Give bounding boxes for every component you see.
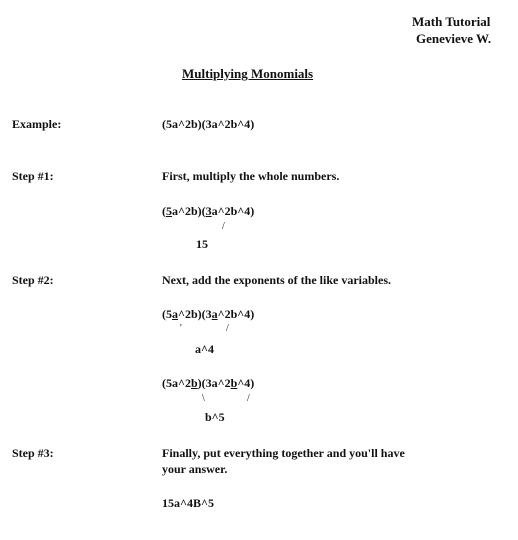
step2-expression-a: (5a^2b)(3a^2b^4) bbox=[162, 307, 255, 321]
highlighted-coefficient: 3 bbox=[205, 204, 212, 218]
step1-expression: (5a^2b)(3a^2b^4) bbox=[162, 204, 255, 218]
highlighted-coefficient: 5 bbox=[166, 204, 172, 218]
step1-arrow-mark: / bbox=[222, 221, 225, 232]
step1-label: Step #1: bbox=[12, 169, 54, 183]
step1-instruction: First, multiply the whole numbers. bbox=[162, 169, 340, 183]
step2-result-a: a^4 bbox=[195, 342, 214, 356]
page-title: Multiplying Monomials bbox=[182, 66, 314, 81]
step2-result-b: b^5 bbox=[205, 410, 225, 424]
step2-arrow-mark-right: / bbox=[226, 323, 229, 334]
step2-arrow-mark-left: ' bbox=[180, 323, 182, 334]
example-expression: (5a^2b)(3a^2b^4) bbox=[162, 117, 255, 131]
step2-arrow-mark-right-b: / bbox=[247, 393, 250, 404]
step2-expression-b: (5a^2b)(3a^2b^4) bbox=[162, 376, 255, 390]
highlighted-variable: b bbox=[190, 376, 198, 390]
step3-instruction-line2: your answer. bbox=[162, 462, 228, 476]
course-title: Math Tutorial bbox=[412, 14, 491, 29]
highlighted-variable: b bbox=[230, 376, 238, 390]
final-answer: 15a^4B^5 bbox=[162, 496, 214, 510]
step2-label: Step #2: bbox=[12, 273, 54, 287]
highlighted-variable: a bbox=[172, 307, 178, 321]
step3-instruction-line1: Finally, put everything together and you'll have bbox=[162, 446, 405, 460]
step3-label: Step #3: bbox=[12, 446, 54, 460]
author-name: Genevieve W. bbox=[416, 31, 492, 46]
step2-instruction: Next, add the exponents of the like variables. bbox=[162, 273, 391, 287]
highlighted-variable: a bbox=[211, 307, 218, 321]
example-label: Example: bbox=[12, 117, 62, 131]
step1-result: 15 bbox=[196, 237, 208, 251]
step2-arrow-mark-left-b: \ bbox=[202, 393, 205, 404]
